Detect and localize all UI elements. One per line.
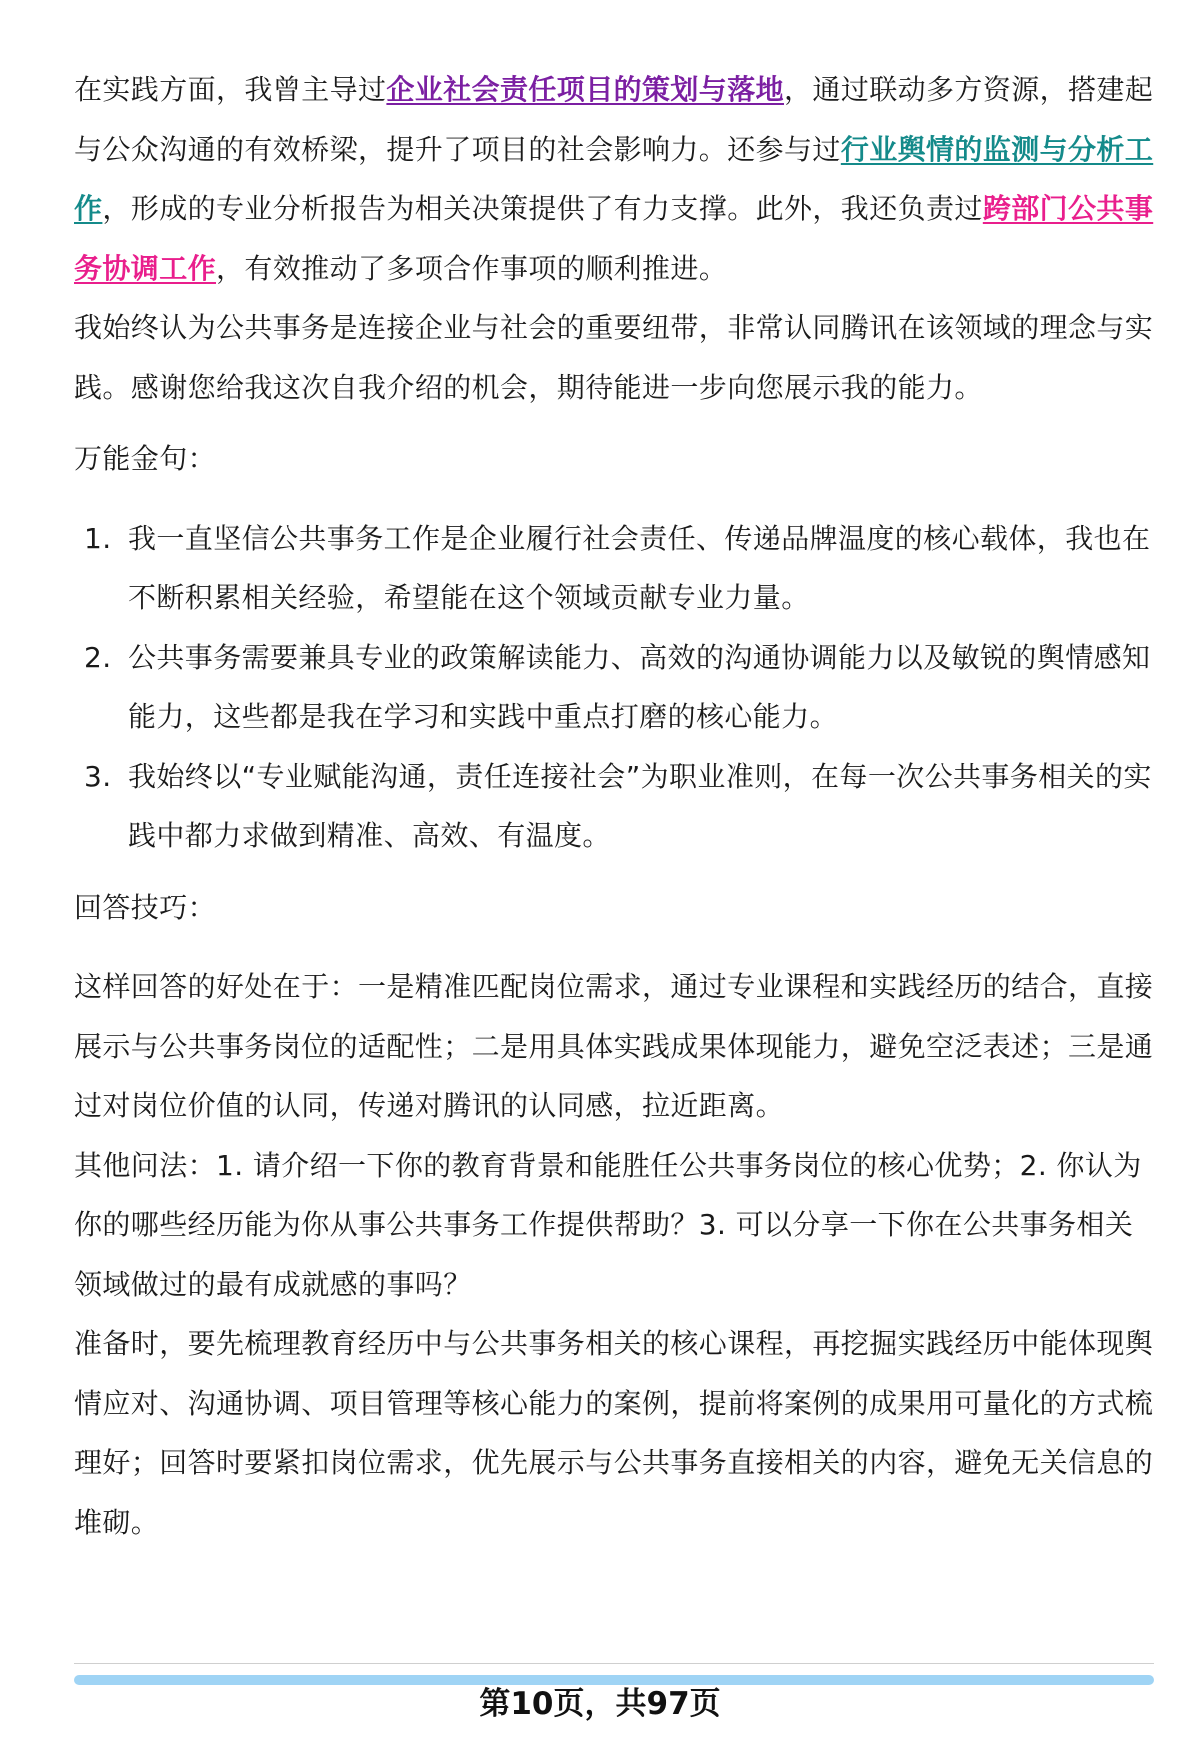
list-number: 1. bbox=[84, 521, 112, 555]
golden-list bbox=[74, 509, 1154, 866]
highlight-cross-dept: 跨部门公共事务协调工作 bbox=[74, 192, 1154, 285]
intro-text-1: ，通过联动多方资源，搭建起与公众沟通的有效桥梁，提升了项目的社会影响力。还参与过 bbox=[74, 73, 1154, 166]
list-number: 3. bbox=[84, 759, 112, 793]
list-item-text: 我一直坚信公共事务工作是企业履行社会责任、传递品牌温度的核心载体，我也在不断积累相关经验，希望能在这个领域贡献专业力量。 bbox=[128, 521, 1151, 614]
intro-paragraph bbox=[74, 60, 1154, 298]
tips-prepare-paragraph: 准备时，要先梳理教育经历中与公共事务相关的核心课程，再挖掘实践经历中能体现舆情应对、沟通协调、项目管理等核心能力的案例，提前将案例的成果用可量化的方式梳理好；回答时要紧扣岗位需求，优先展示与公共事务直接相关的内容，避免无关信息的堆砌。 bbox=[74, 1327, 1154, 1539]
footer-divider bbox=[74, 1663, 1154, 1664]
highlight-opinion-monitoring: 行业舆情的监测与分析工作 bbox=[74, 132, 1154, 225]
tips-title: 回答技巧： bbox=[74, 890, 217, 924]
page-number: 第10页，共97页 bbox=[479, 1686, 721, 1722]
tips-other-questions-paragraph: 其他问法：1. 请介绍一下你的教育背景和能胜任公共事务岗位的核心优势；2. 你认为你的哪些经历能为你从事公共事务工作提供帮助？3. 可以分享一下你在公共事务相关领域做过的最有成就感的事吗？ bbox=[74, 1148, 1142, 1301]
highlight-csr-project: 企业社会责任项目的策划与落地 bbox=[386, 73, 785, 106]
list-item bbox=[74, 628, 1154, 747]
document-body bbox=[74, 60, 1154, 1552]
list-item bbox=[74, 509, 1154, 628]
list-number: 2. bbox=[84, 640, 112, 674]
list-item-text: 我始终以“专业赋能沟通，责任连接社会”为职业准则，在每一次公共事务相关的实践中都力求做到精准、高效、有温度。 bbox=[128, 759, 1152, 852]
list-item bbox=[74, 747, 1154, 866]
list-item-text: 公共事务需要兼具专业的政策解读能力、高效的沟通协调能力以及敏锐的舆情感知能力，这些都是我在学习和实践中重点打磨的核心能力。 bbox=[128, 640, 1151, 733]
intro-text-2: ，形成的专业分析报告为相关决策提供了有力支撑。此外，我还负责过 bbox=[102, 192, 983, 225]
closing-paragraph: 我始终认为公共事务是连接企业与社会的重要纽带，非常认同腾讯在该领域的理念与实践。感谢您给我这次自我介绍的机会，期待能进一步向您展示我的能力。 bbox=[74, 311, 1154, 404]
tips-benefit-paragraph: 这样回答的好处在于：一是精准匹配岗位需求，通过专业课程和实践经历的结合，直接展示与公共事务岗位的适配性；二是用具体实践成果体现能力，避免空泛表述；三是通过对岗位价值的认同，传递对腾讯的认同感，拉近距离。 bbox=[74, 970, 1154, 1122]
golden-title: 万能金句： bbox=[74, 442, 217, 475]
intro-text-3: ，有效推动了多项合作事项的顺利推进。 bbox=[216, 251, 728, 285]
intro-text-prefix: 在实践方面，我曾主导过 bbox=[74, 73, 387, 106]
